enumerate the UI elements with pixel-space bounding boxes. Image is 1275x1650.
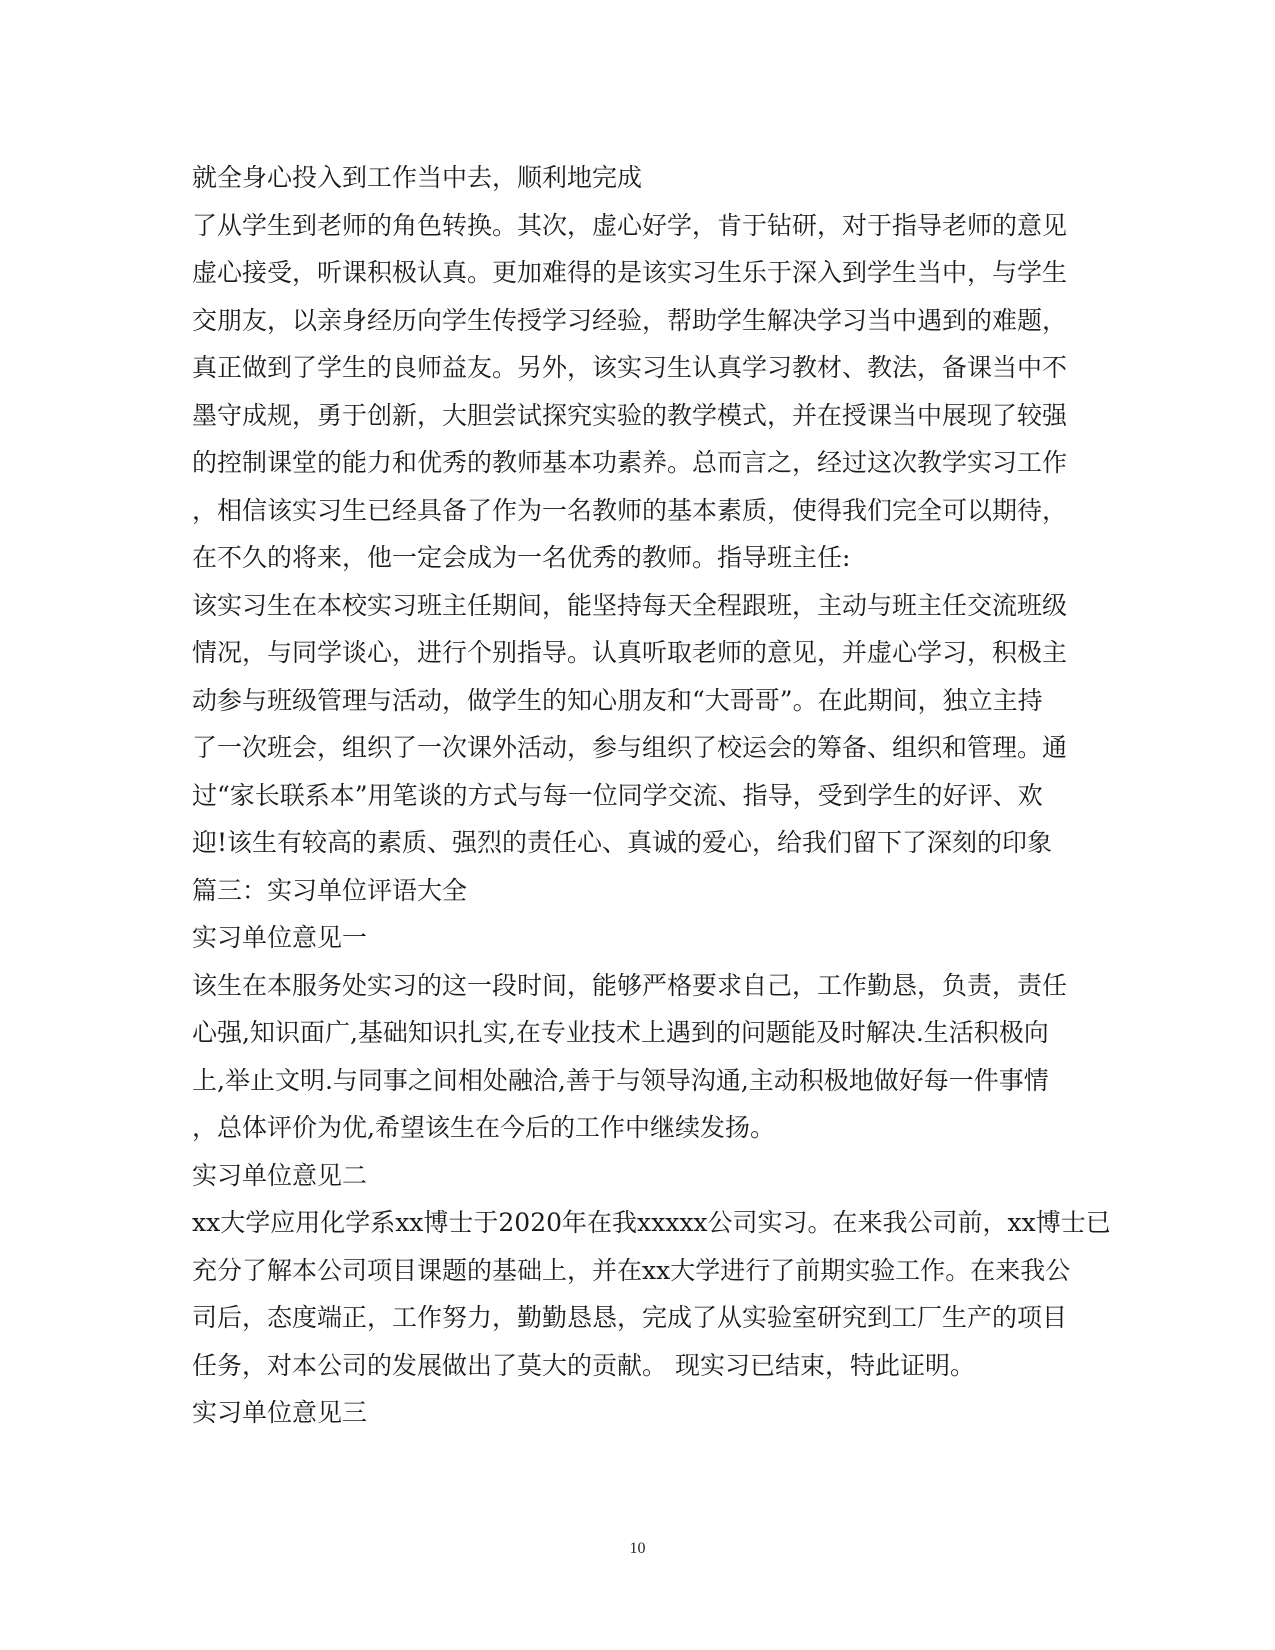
text-line: xx大学应用化学系xx博士于2020年在我xxxxx公司实习。在来我公司前，xx博士已 xyxy=(192,1208,1111,1237)
text-line: 墨守成规，勇于创新，大胆尝试探究实验的教学模式，并在授课当中展现了较强 xyxy=(192,400,1068,430)
text-line: ，总体评价为优,希望该生在今后的工作中继续发扬。 xyxy=(192,1113,775,1142)
text-line: 交朋友，以亲身经历向学生传授学习经验，帮助学生解决学习当中遇到的难题， xyxy=(192,305,1068,335)
text-line: 在不久的将来，他一定会成为一名优秀的教师。指导班主任: xyxy=(192,543,851,572)
text-line: 虚心接受，听课积极认真。更加难得的是该实习生乐于深入到学生当中，与学生 xyxy=(192,258,1068,287)
page-number: 10 xyxy=(629,1540,646,1557)
text-line: 该生在本服务处实习的这一段时间，能够严格要求自己，工作勤恳，负责，责任 xyxy=(192,970,1068,1000)
text-line: 真正做到了学生的良师益友。另外，该实习生认真学习教材、教法，备课当中不 xyxy=(192,353,1068,382)
text-line: 任务，对本公司的发展做出了莫大的贡献。 现实习已结束，特此证明。 xyxy=(192,1350,975,1380)
text-line: 实习单位意见三 xyxy=(192,1398,368,1427)
text-line: ，相信该实习生已经具备了作为一名教师的基本素质，使得我们完全可以期待， xyxy=(192,495,1068,525)
text-line: 实习单位意见二 xyxy=(192,1160,368,1190)
text-line: 动参与班级管理与活动，做学生的知心朋友和“大哥哥”。在此期间，独立主持 xyxy=(192,685,1043,715)
text-line: 篇三：实习单位评语大全 xyxy=(192,875,468,905)
text-line: 该实习生在本校实习班主任期间，能坚持每天全程跟班，主动与班主任交流班级 xyxy=(192,590,1068,620)
text-line: 过“家长联系本”用笔谈的方式与每一位同学交流、指导，受到学生的好评、欢 xyxy=(192,780,1043,810)
text-line: 的控制课堂的能力和优秀的教师基本功素养。总而言之，经过这次教学实习工作 xyxy=(192,448,1068,477)
text-line: 了从学生到老师的角色转换。其次，虚心好学，肯于钻研，对于指导老师的意见 xyxy=(192,210,1068,240)
text-line: 司后，态度端正，工作努力，勤勤恳恳，完成了从实验室研究到工厂生产的项目 xyxy=(192,1303,1068,1332)
text-line: 就全身心投入到工作当中去，顺利地完成 xyxy=(192,163,643,192)
text-line: 情况，与同学谈心，进行个别指导。认真听取老师的意见，并虚心学习，积极主 xyxy=(192,638,1068,667)
text-line: 充分了解本公司项目课题的基础上，并在xx大学进行了前期实验工作。在来我公 xyxy=(192,1255,1071,1285)
text-line: 上,举止文明.与同事之间相处融洽,善于与领导沟通,主动积极地做好每一件事情 xyxy=(192,1065,1049,1095)
text-line: 迎!该生有较高的素质、强烈的责任心、真诚的爱心，给我们留下了深刻的印象 xyxy=(192,828,1053,857)
text-line: 实习单位意见一 xyxy=(192,923,368,952)
text-line: 心强,知识面广,基础知识扎实,在专业技术上遇到的问题能及时解决.生活积极向 xyxy=(192,1018,1049,1047)
text-line: 了一次班会，组织了一次课外活动，参与组织了校运会的筹备、组织和管理。通 xyxy=(192,733,1068,762)
body-text xyxy=(192,154,1111,1437)
